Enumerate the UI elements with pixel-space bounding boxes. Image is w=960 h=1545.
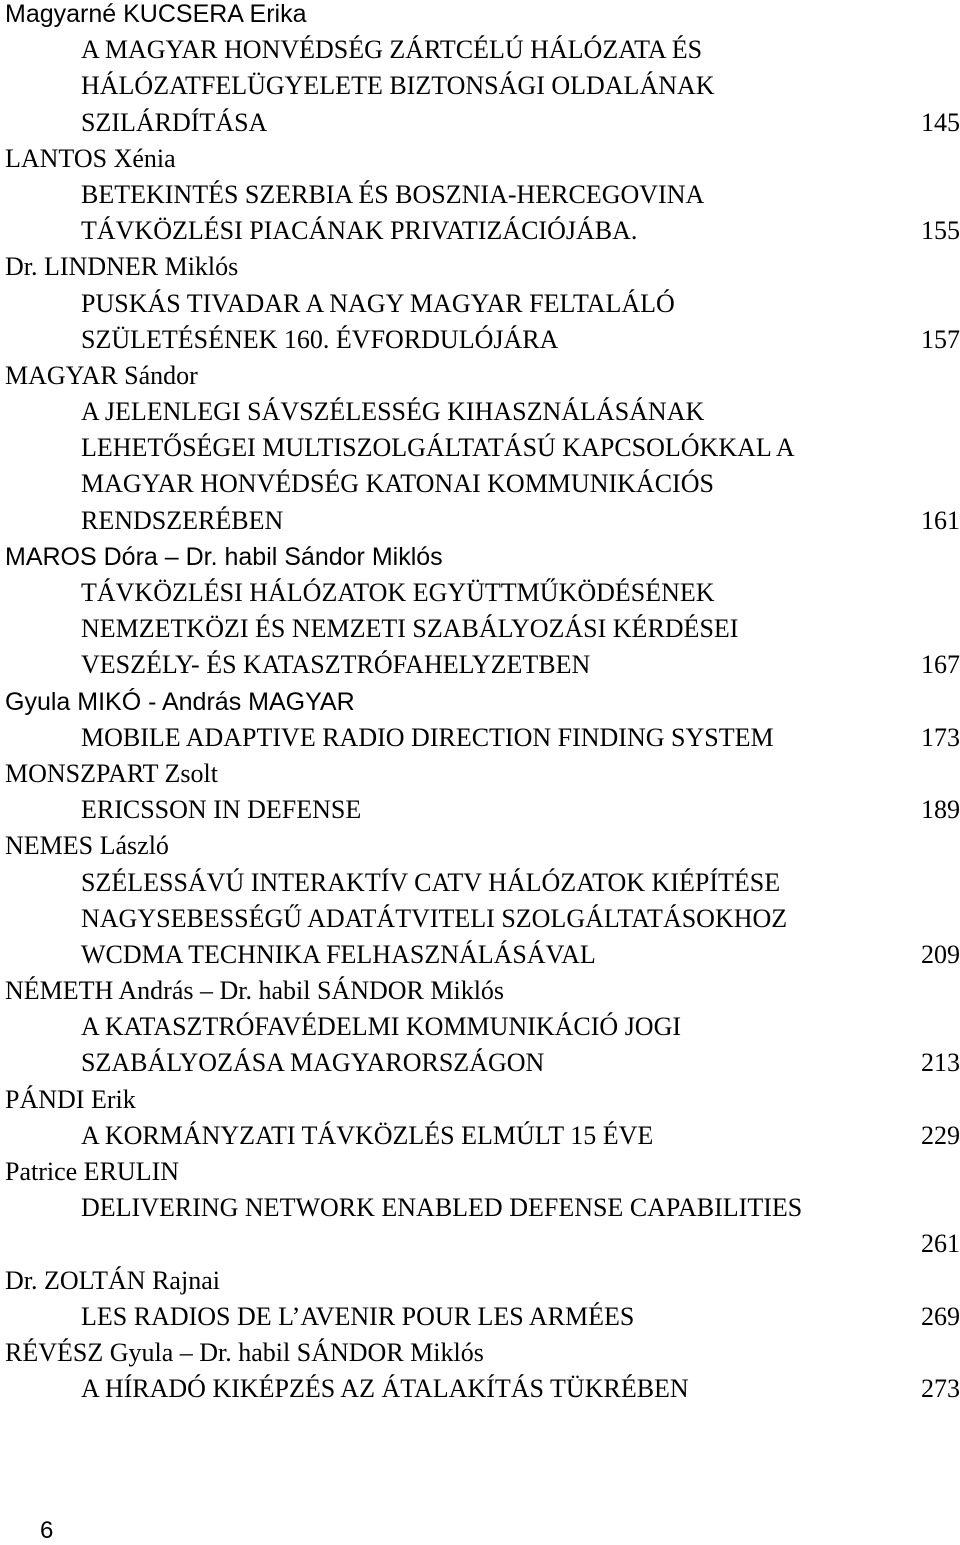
toc-entry-title-line bbox=[5, 286, 960, 322]
table-of-contents bbox=[5, 0, 960, 1407]
toc-entry-author: Dr. LINDNER Miklós bbox=[5, 252, 239, 282]
toc-entry bbox=[5, 141, 960, 250]
toc-entry-title-text: DELIVERING NETWORK ENABLED DEFENSE CAPABILITIES bbox=[81, 1193, 803, 1223]
toc-entry-title-line bbox=[5, 503, 960, 539]
toc-entry-title-text: NAGYSEBESSÉGŰ ADATÁTVITELI SZOLGÁLTATÁSOKHOZ bbox=[81, 903, 788, 933]
toc-entry-page-number: 229 bbox=[921, 1120, 960, 1150]
toc-entry-author: Patrice ERULIN bbox=[5, 1157, 180, 1186]
footer-page-number: 6 bbox=[40, 1517, 54, 1544]
toc-entry-title-text: A JELENLEGI SÁVSZÉLESSÉG KIHASZNÁLÁSÁNAK bbox=[81, 397, 705, 427]
toc-entry-title-text: SZÉLESSÁVÚ INTERAKTÍV CATV HÁLÓZATOK KIÉPÍTÉSE bbox=[81, 867, 781, 897]
toc-entry-page-number: 167 bbox=[921, 650, 960, 680]
toc-entry-title-line bbox=[5, 1190, 960, 1226]
toc-entry-page-number: 145 bbox=[921, 107, 960, 137]
toc-entry-title-text: A KORMÁNYZATI TÁVKÖZLÉS ELMÚLT 15 ÉVE bbox=[81, 1120, 654, 1150]
toc-entry-page-number: 173 bbox=[921, 722, 960, 752]
toc-entry-title-line bbox=[5, 32, 960, 68]
toc-entry bbox=[5, 756, 960, 828]
toc-entry-title-line bbox=[5, 792, 960, 828]
toc-entry-title-line bbox=[5, 1299, 960, 1335]
toc-entry-page-number: 261 bbox=[921, 1229, 960, 1259]
toc-entry-title-line bbox=[5, 575, 960, 611]
toc-entry-title-line bbox=[5, 394, 960, 430]
toc-entry-author: Gyula MIKÓ - András MAGYAR bbox=[5, 687, 355, 716]
toc-entry bbox=[5, 973, 960, 1082]
toc-entry bbox=[5, 249, 960, 358]
toc-entry-author: LANTOS Xénia bbox=[5, 143, 176, 173]
toc-entry-title-text: SZABÁLYOZÁSA MAGYARORSZÁGON bbox=[81, 1048, 545, 1078]
toc-entry-title-line bbox=[5, 611, 960, 647]
toc-entry-page-number: 273 bbox=[921, 1374, 960, 1404]
toc-entry-title-text: SZÜLETÉSÉNEK 160. ÉVFORDULÓJÁRA bbox=[81, 324, 559, 354]
toc-entry-title-line bbox=[5, 322, 960, 358]
toc-entry-title-line bbox=[5, 1118, 960, 1154]
toc-entry-title-text: A HÍRADÓ KIKÉPZÉS AZ ÁTALAKÍTÁS TÜKRÉBEN bbox=[81, 1374, 689, 1404]
toc-entry bbox=[5, 539, 960, 684]
toc-entry-title-line bbox=[5, 901, 960, 937]
toc-entry-title-text: NEMZETKÖZI ÉS NEMZETI SZABÁLYOZÁSI KÉRDÉSEI bbox=[81, 614, 739, 644]
toc-entry-page-number: 157 bbox=[921, 324, 960, 354]
toc-entry bbox=[5, 0, 960, 141]
toc-entry-title-text: WCDMA TECHNIKA FELHASZNÁLÁSÁVAL bbox=[81, 939, 596, 969]
toc-entry bbox=[5, 828, 960, 973]
toc-entry-title-text: SZILÁRDÍTÁSA bbox=[81, 107, 268, 137]
toc-entry-title-line bbox=[5, 720, 960, 756]
toc-entry-page-number: 161 bbox=[921, 505, 960, 535]
toc-entry-page-number: 189 bbox=[921, 795, 960, 825]
toc-entry-title-text: LEHETŐSÉGEI MULTISZOLGÁLTATÁSÚ KAPCSOLÓKKAL A bbox=[81, 433, 795, 463]
toc-entry-title-line bbox=[5, 430, 960, 466]
toc-entry-author: NÉMETH András – Dr. habil SÁNDOR Miklós bbox=[5, 976, 505, 1006]
toc-entry bbox=[5, 358, 960, 539]
toc-entry-page-line bbox=[5, 1226, 960, 1262]
toc-entry-title-text: VESZÉLY- ÉS KATASZTRÓFAHELYZETBEN bbox=[81, 650, 591, 680]
toc-entry-title-text: ERICSSON IN DEFENSE bbox=[81, 795, 362, 825]
toc-entry bbox=[5, 1154, 960, 1263]
toc-entry-page-number: 209 bbox=[921, 939, 960, 969]
toc-entry-title-text: MAGYAR HONVÉDSÉG KATONAI KOMMUNIKÁCIÓS bbox=[81, 469, 714, 499]
toc-entry-title-text: RENDSZERÉBEN bbox=[81, 505, 284, 535]
toc-entry-title-line bbox=[5, 177, 960, 213]
toc-entry-title-text: BETEKINTÉS SZERBIA ÉS BOSZNIA-HERCEGOVINA bbox=[81, 179, 705, 209]
toc-entry-author: MONSZPART Zsolt bbox=[5, 758, 219, 788]
toc-entry-title-text: LES RADIOS DE L’AVENIR POUR LES ARMÉES bbox=[81, 1301, 635, 1331]
toc-entry-author: NEMES László bbox=[5, 831, 169, 861]
toc-entry-title-text: A KATASZTRÓFAVÉDELMI KOMMUNIKÁCIÓ JOGI bbox=[81, 1012, 682, 1042]
toc-entry-title-line bbox=[5, 68, 960, 104]
toc-entry-title-text: A MAGYAR HONVÉDSÉG ZÁRTCÉLÚ HÁLÓZATA ÉS bbox=[81, 35, 703, 65]
toc-entry-title-line bbox=[5, 647, 960, 683]
toc-entry-title-text: HÁLÓZATFELÜGYELETE BIZTONSÁGI OLDALÁNAK bbox=[81, 71, 715, 101]
toc-entry-title-line bbox=[5, 937, 960, 973]
toc-entry bbox=[5, 1263, 960, 1335]
toc-entry-page-number: 155 bbox=[921, 216, 960, 246]
toc-entry-page-number: 269 bbox=[921, 1301, 960, 1331]
toc-entry-title-text: MOBILE ADAPTIVE RADIO DIRECTION FINDING SYSTEM bbox=[81, 722, 774, 752]
toc-entry-author: Dr. ZOLTÁN Rajnai bbox=[5, 1265, 220, 1295]
toc-entry bbox=[5, 1082, 960, 1154]
toc-entry-title-line bbox=[5, 105, 960, 141]
toc-entry-author: MAROS Dóra – Dr. habil Sándor Miklós bbox=[5, 542, 443, 571]
toc-entry-author: RÉVÉSZ Gyula – Dr. habil SÁNDOR Miklós bbox=[5, 1337, 484, 1367]
toc-entry-title-line bbox=[5, 1371, 960, 1407]
toc-entry-title-line bbox=[5, 865, 960, 901]
toc-entry-author: MAGYAR Sándor bbox=[5, 360, 198, 390]
toc-entry-title-text: TÁVKÖZLÉSI HÁLÓZATOK EGYÜTTMŰKÖDÉSÉNEK bbox=[81, 578, 715, 607]
toc-entry bbox=[5, 684, 960, 756]
toc-entry-title-line bbox=[5, 1009, 960, 1045]
toc-entry-title-line bbox=[5, 466, 960, 502]
toc-entry-title-line bbox=[5, 1045, 960, 1081]
toc-entry-title-text: PUSKÁS TIVADAR A NAGY MAGYAR FELTALÁLÓ bbox=[81, 288, 675, 318]
toc-entry-page-number: 213 bbox=[921, 1048, 960, 1078]
toc-entry-title-line bbox=[5, 213, 960, 249]
toc-entry bbox=[5, 1335, 960, 1407]
toc-entry-author: PÁNDI Erik bbox=[5, 1084, 136, 1114]
toc-entry-author: Magyarné KUCSERA Erika bbox=[5, 0, 307, 28]
toc-entry-title-text: TÁVKÖZLÉSI PIACÁNAK PRIVATIZÁCIÓJÁBA. bbox=[81, 216, 638, 246]
